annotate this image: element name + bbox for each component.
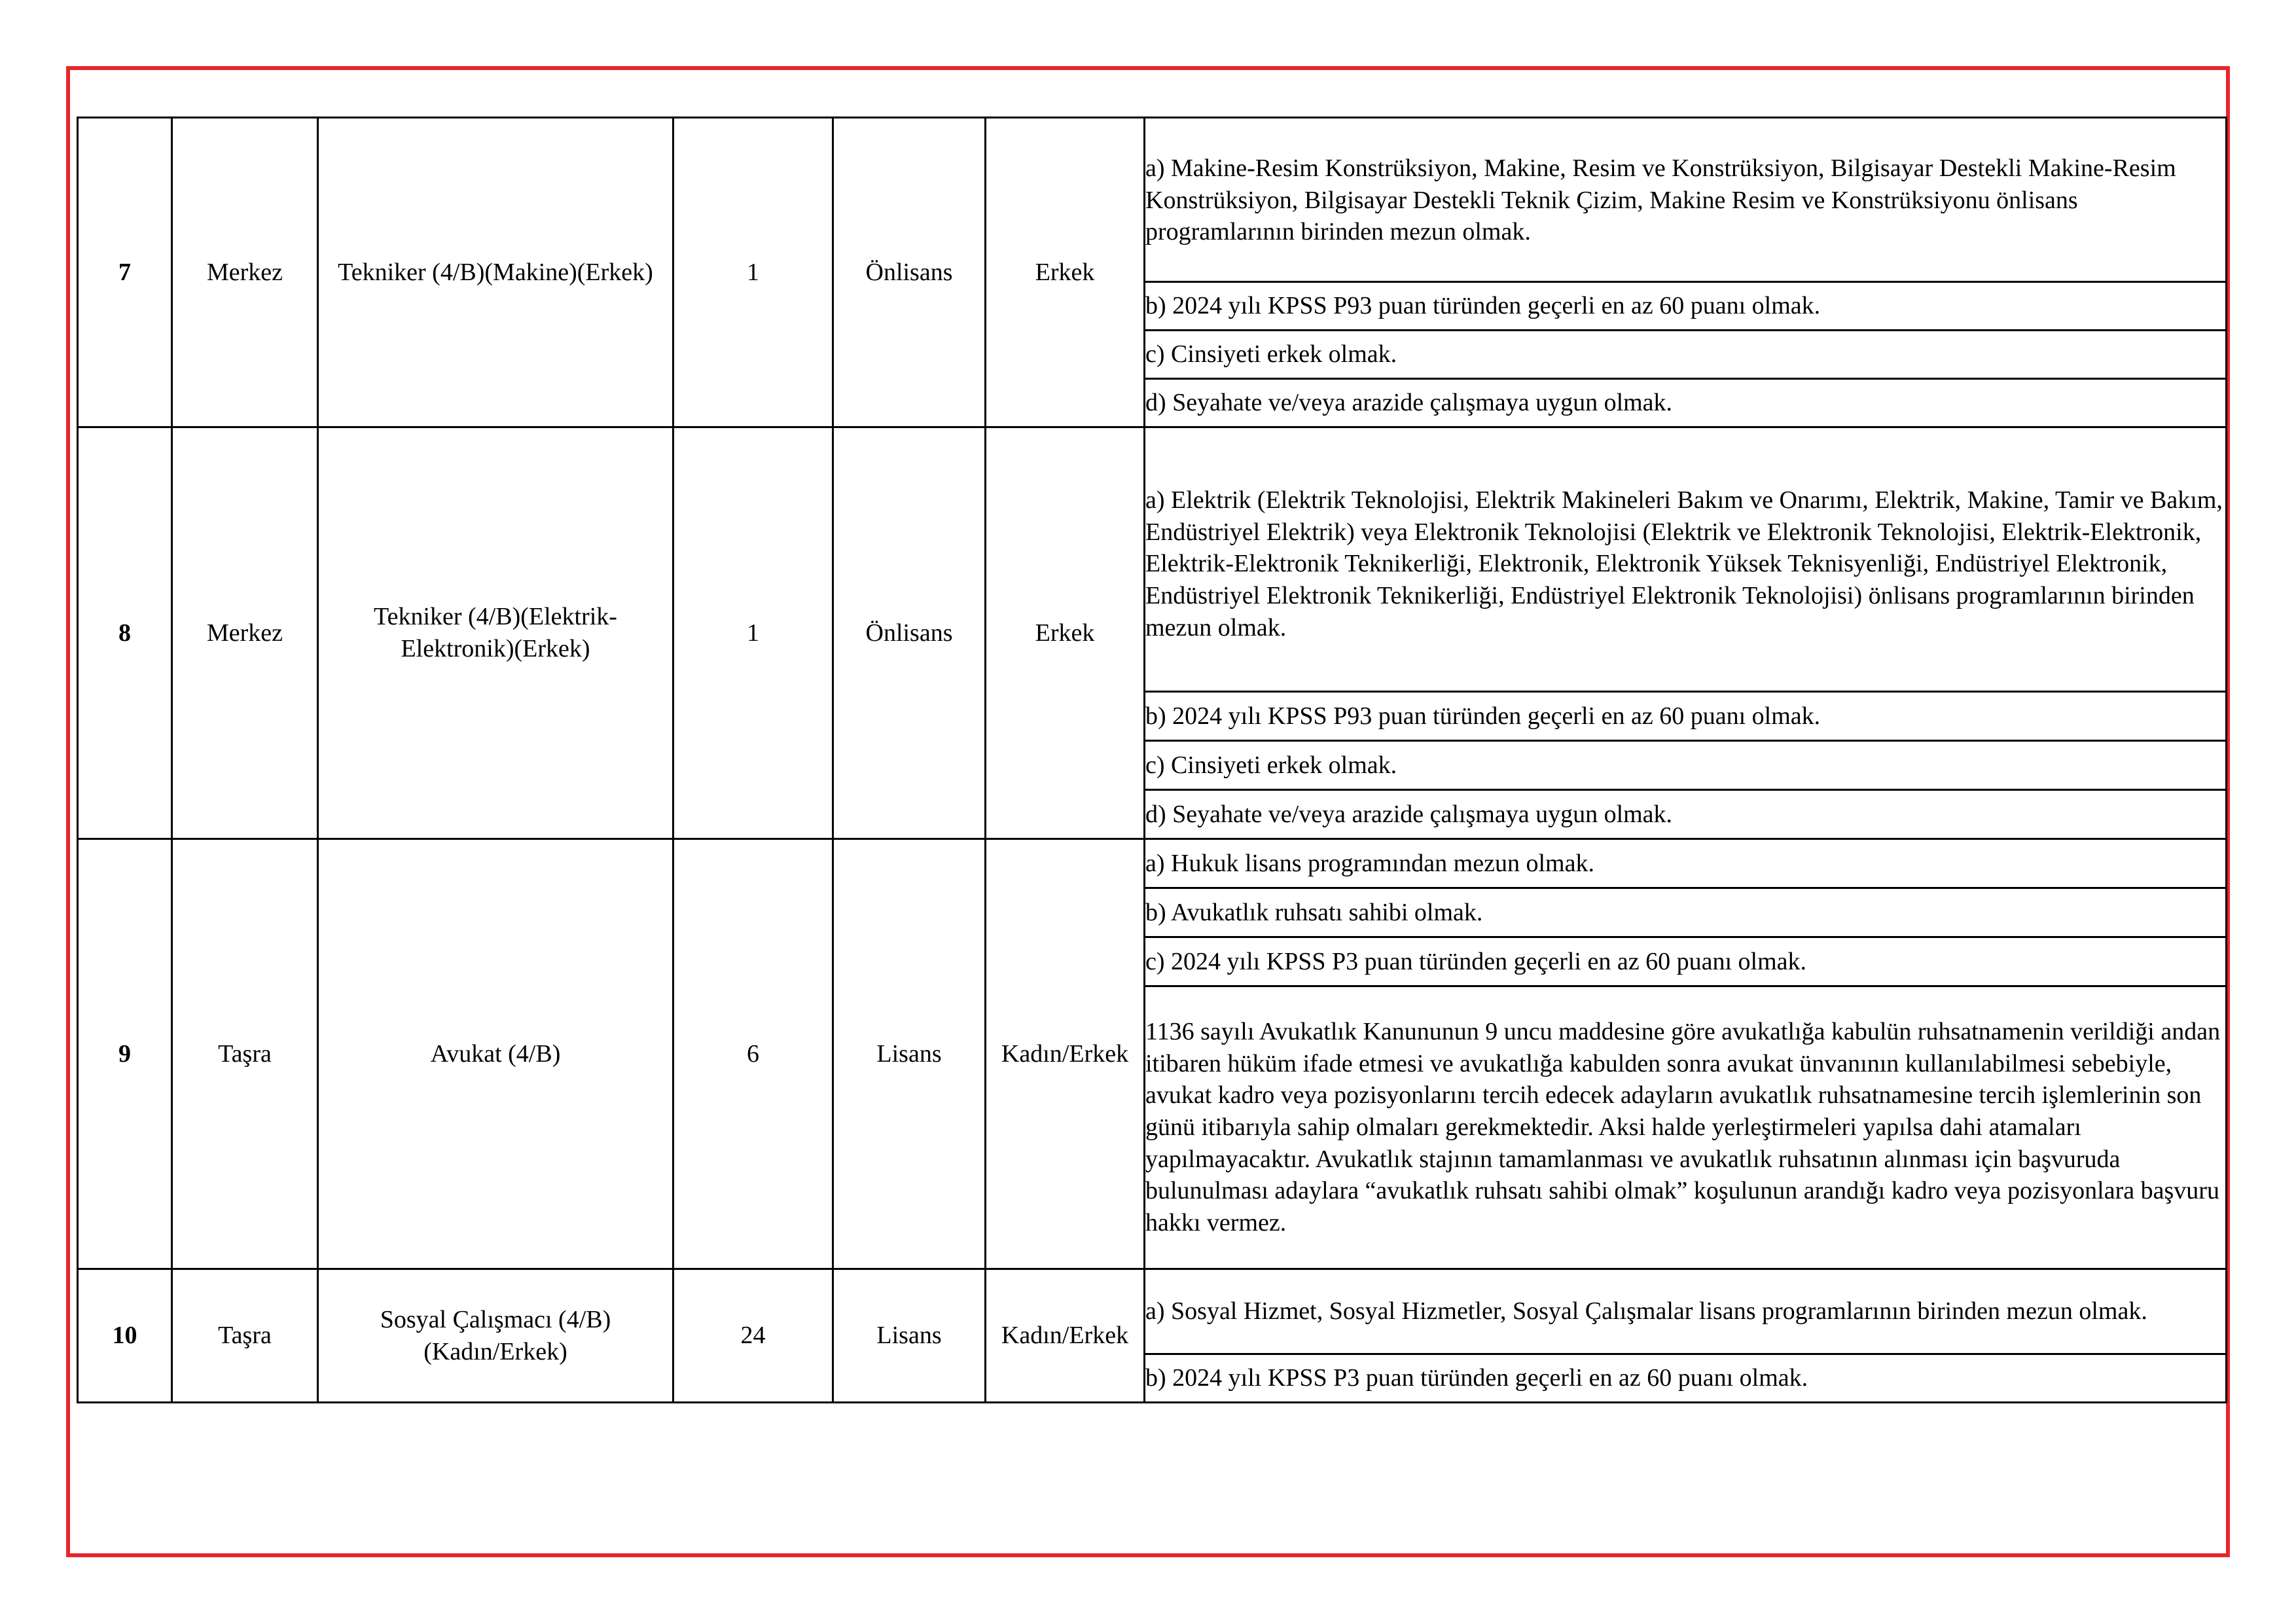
requirement-cell: a) Makine-Resim Konstrüksiyon, Makine, Resim ve Konstrüksiyon, Bilgisayar Destekli Makine-Resim Konstrüksiyon, Bilgisayar Destekli Teknik Çizim, Makine Resim ve Konstrüksiyonu önlisans programlarının birinden mezun olmak. bbox=[1145, 118, 2227, 282]
position-title-cell bbox=[318, 427, 673, 839]
row-number: 8 bbox=[78, 427, 172, 839]
positions-table bbox=[77, 117, 2227, 1403]
count-cell: 24 bbox=[673, 1269, 833, 1403]
location-cell: Merkez bbox=[172, 427, 318, 839]
table-row bbox=[78, 427, 2227, 692]
education-cell: Lisans bbox=[833, 1269, 986, 1403]
gender-cell: Kadın/Erkek bbox=[986, 1269, 1145, 1403]
count-cell: 1 bbox=[673, 427, 833, 839]
table-row bbox=[78, 118, 2227, 282]
position-title: Tekniker (4/B)(Makine)(Erkek) bbox=[338, 258, 653, 286]
gender-cell: Erkek bbox=[986, 118, 1145, 427]
location-cell: Taşra bbox=[172, 839, 318, 1269]
table-row bbox=[78, 1269, 2227, 1354]
count-cell: 1 bbox=[673, 118, 833, 427]
education-cell: Önlisans bbox=[833, 427, 986, 839]
education-cell: Önlisans bbox=[833, 118, 986, 427]
requirement-cell: b) Avukatlık ruhsatı sahibi olmak. bbox=[1145, 888, 2227, 937]
location-cell: Merkez bbox=[172, 118, 318, 427]
requirement-cell: b) 2024 yılı KPSS P3 puan türünden geçerli en az 60 puanı olmak. bbox=[1145, 1354, 2227, 1403]
requirement-cell: b) 2024 yılı KPSS P93 puan türünden geçerli en az 60 puanı olmak. bbox=[1145, 692, 2227, 741]
requirement-cell: c) Cinsiyeti erkek olmak. bbox=[1145, 331, 2227, 379]
requirement-cell: d) Seyahate ve/veya arazide çalışmaya uygun olmak. bbox=[1145, 379, 2227, 427]
position-title-cell bbox=[318, 118, 673, 427]
position-title-cell bbox=[318, 839, 673, 1269]
table-row bbox=[78, 839, 2227, 888]
requirement-cell: a) Elektrik (Elektrik Teknolojisi, Elektrik Makineleri Bakım ve Onarımı, Elektrik, Makine, Tamir ve Bakım, Endüstriyel Elektrik) veya Elektronik Teknolojisi (Elektrik ve Elektronik Teknolojisi, Elektrik-Elektronik, Elektrik-Elektronik Teknikerliği, Elektronik, Elektronik Yüksek Teknisyenliği, Endüstriyel Elektronik, Endüstriyel Elektronik Teknikerliği, Endüstriyel Elektronik Teknolojisi) önlisans programlarının birinden mezun olmak. bbox=[1145, 427, 2227, 692]
gender-cell: Erkek bbox=[986, 427, 1145, 839]
position-title-cell bbox=[318, 1269, 673, 1403]
count-cell: 6 bbox=[673, 839, 833, 1269]
requirement-note-cell: 1136 sayılı Avukatlık Kanununun 9 uncu maddesine göre avukatlığa kabulün ruhsatnamenin verildiği andan itibaren hüküm ifade etmesi ve avukatlığa kabulden sonra avukat ünvanının kullanılabilmesi sebebiyle, avukat kadro veya pozisyonlarını tercih edecek adayların avukatlık ruhsatnamesine tercih işlemlerinin son günü itibarıyla sahip olmaları gerekmektedir. Aksi halde yerleştirmeleri yapılsa dahi atamaları yapılmayacaktır. Avukatlık stajının tamamlanması ve avukatlık ruhsatının alınması için başvuruda bulunulması adaylara “avukatlık ruhsatı sahibi olmak” koşulunun arandığı kadro veya pozisyonlara başvuru hakkı vermez. bbox=[1145, 986, 2227, 1269]
requirement-cell: d) Seyahate ve/veya arazide çalışmaya uygun olmak. bbox=[1145, 790, 2227, 839]
row-number: 9 bbox=[78, 839, 172, 1269]
requirement-cell: a) Hukuk lisans programından mezun olmak. bbox=[1145, 839, 2227, 888]
position-title: Avukat (4/B) bbox=[430, 1039, 561, 1068]
requirement-cell: a) Sosyal Hizmet, Sosyal Hizmetler, Sosyal Çalışmalar lisans programlarının birinden mezun olmak. bbox=[1145, 1269, 2227, 1354]
location-cell: Taşra bbox=[172, 1269, 318, 1403]
row-number: 7 bbox=[78, 118, 172, 427]
position-title: Sosyal Çalışmacı (4/B)(Kadın/Erkek) bbox=[380, 1305, 611, 1365]
education-cell: Lisans bbox=[833, 839, 986, 1269]
requirement-cell: c) 2024 yılı KPSS P3 puan türünden geçerli en az 60 puanı olmak. bbox=[1145, 937, 2227, 986]
position-title: Tekniker (4/B)(Elektrik-Elektronik)(Erkek) bbox=[374, 603, 617, 662]
requirement-cell: c) Cinsiyeti erkek olmak. bbox=[1145, 741, 2227, 790]
gender-cell: Kadın/Erkek bbox=[986, 839, 1145, 1269]
requirement-cell: b) 2024 yılı KPSS P93 puan türünden geçerli en az 60 puanı olmak. bbox=[1145, 282, 2227, 331]
row-number: 10 bbox=[78, 1269, 172, 1403]
